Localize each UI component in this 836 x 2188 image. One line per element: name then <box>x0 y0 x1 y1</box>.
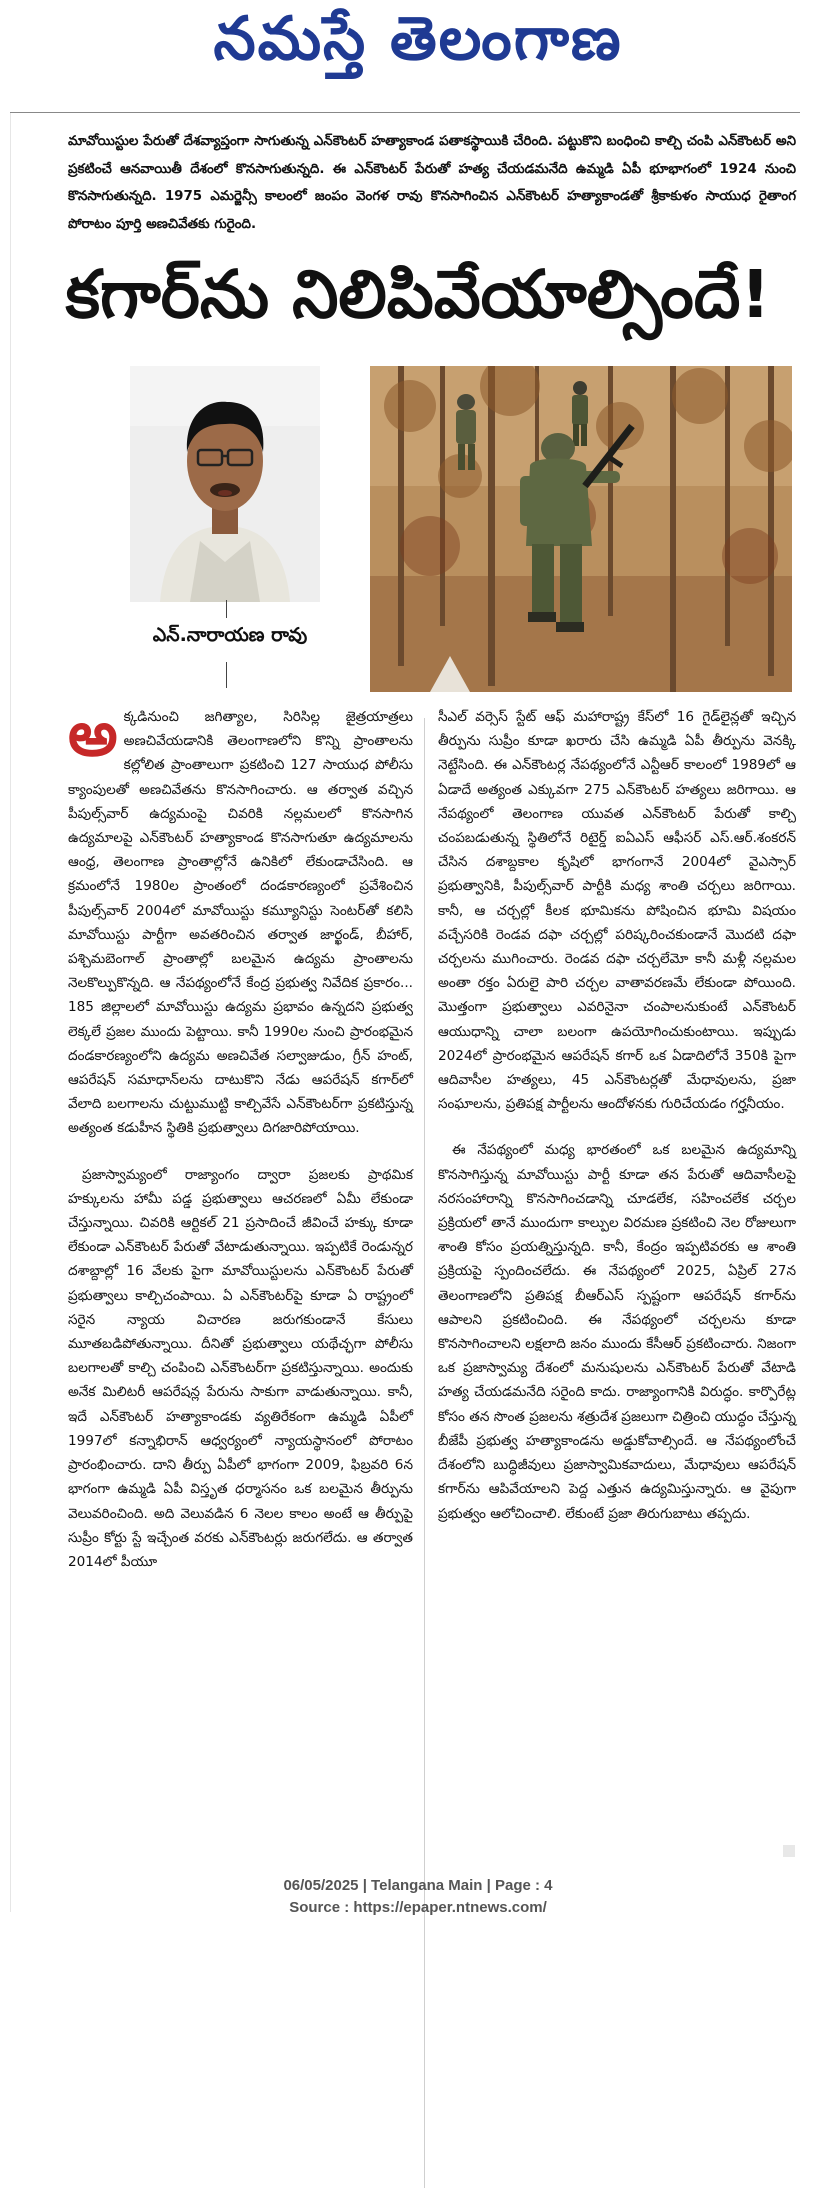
article-column-right <box>438 705 796 1548</box>
drop-cap: అ <box>68 697 118 770</box>
author-photo <box>130 366 320 602</box>
page-footer <box>0 1875 836 1919</box>
end-marker <box>783 1845 795 1857</box>
masthead-rule <box>10 112 800 113</box>
byline-separator <box>226 600 227 618</box>
article-paragraph: ఈ నేపథ్యంలో మధ్య భారతంలో ఒక బలమైన ఉద్యమాన్ని కొనసాగిస్తున్న మావోయిస్టు పార్టీ కూడా తన పేరుతో ఆదివాసీలపై నరసంహారాన్ని కొనసాగించడాన్ని చూడలేక, సహించలేక చర్చల ప్రక్రియలో తానే ముందుగా కాల్పుల విరమణ ప్రకటించి నెల రోజులుగా శాంతి కోసం ప్రయత్నిస్తున్నది. కానీ, కేంద్రం ఇప్పటివరకు ఆ శాంతి ప్రక్రియపై స్పందించలేదు. ఈ నేపథ్యంలో 2025, ఏప్రిల్ 27న తెలంగాణలోని ప్రతిపక్ష బీఆర్‌ఎస్ స్పష్టంగా ఆపరేషన్ కగార్‌ను ఆపాలని ప్రకటించింది. ఈ నేపథ్యంలో చర్చలను కూడా కొనసాగించాలని లక్షలాది జనం ముందు కేసీఆర్ ప్రకటించారు. నిజంగా ఒక ప్రజాస్వామ్య దేశంలో మనుషులను ఎన్‌కౌంటర్ పేరుతో వేటాడి హత్య చేయడమనేది సరైంది కాదు. రాజ్యాంగానికి విరుద్ధం. కార్పొరేట్ల కోసం తన సొంత ప్రజలను శత్రుదేశ ప్రజలుగా చిత్రించి యుద్ధం చేస్తున్న బీజేపీ ప్రభుత్వ హత్యాకాండను అడ్డుకోవాల్సిందే. ఆ నేపథ్యంలోంచే దేశంలోని బుద్ధిజీవులు ప్రజాస్వామికవాదులు, మేధావులు ఆపరేషన్ కగార్‌ను ఆపివేయాలని పెద్ద ఎత్తున ఉద్యమిస్తున్నారు. ఆ వైపుగా ప్రభుత్వం ఆలోచించాలి. లేకుంటే ప్రజా తిరుగుబాటు తప్పదు. <box>438 1142 796 1522</box>
article-paragraph: ప్రజాస్వామ్యంలో రాజ్యాంగం ద్వారా ప్రజలకు ప్రాథమిక హక్కులను హామీ పడ్డ ప్రభుత్వాలు ఆచరణలో ఏమీ లేకుండా చేస్తున్నాయి. చివరికి ఆర్టికల్ 21 ప్రసాదించే జీవించే హక్కు కూడా లేకుండా ఎన్‌కౌంటర్ పేరుతో వేటాడుతున్నాయి. ఇప్పటికే రెండున్నర దశాబ్దాల్లో 16 వేలకు పైగా మావోయిస్టులను ఎన్‌కౌంటర్ పేరుతో ప్రభుత్వాలు కాల్చిచంపాయి. ఏ ఎన్‌కౌంటర్‌పై కూడా ఏ రాష్ట్రంలో సరైన న్యాయ విచారణ జరుగకుండానే కేసులు మూతబడిపోతున్నాయి. దీనితో ప్రభుత్వాలు యథేచ్ఛగా పోలీసు బలగాలతో కాల్చి చంపించి ఎన్‌కౌంటర్‌గా ప్రకటిస్తున్నాయి. అందుకు అనేక మిలిటరీ ఆపరేషన్ల పేరును సాకుగా వాడుతున్నాయి. కానీ, ఇదే ఎన్‌కౌంటర్ హత్యాకాండకు వ్యతిరేకంగా ఉమ్మడి ఏపీలో 1997లో కన్నాభిరాన్ ఆధ్వర్యంలో న్యాయస్థానంలో పోరాటం ప్రారంభించారు. దాని తీర్పు ఏపీలో భాగంగా 2009, ఫిబ్రవరి 6న భాగంగా ఉమ్మడి ఏపీ విస్తృత ధర్మాసనం ఒక బలమైన తీర్పును వెలువరించింది. అది వెలువడిన 6 నెలల కాలం అంటే ఆ తీర్పుపై సుప్రీం కోర్టు స్టే ఇచ్చేంత వరకు ఎన్‌కౌంటర్లు జరుగలేదు. ఆ తర్వాత 2014లో పీయూ <box>68 1166 413 1570</box>
forest-soldiers-image <box>370 366 792 692</box>
footer-source-line: Source : https://epaper.ntnews.com/ <box>289 1899 547 1916</box>
author-portrait-image <box>130 366 320 602</box>
masthead-title: నమస్తే తెలంగాణ <box>213 4 623 74</box>
page-edge-line <box>10 112 11 1912</box>
lede-paragraph: మావోయిస్టుల పేరుతో దేశవ్యాప్తంగా సాగుతున్న ఎన్‌కౌంటర్ హత్యాకాండ పతాకస్థాయికి చేరింది. పట్టుకొని బంధించి కాల్చి చంపి ఎన్‌కౌంటర్ అని ప్రకటించే ఆనవాయితీ దేశంలో కొనసాగుతున్నది. ఈ ఎన్‌కౌంటర్ పేరుతో హత్య చేయడమనేది ఉమ్మడి ఏపీ భూభాగంలో 1924 నుంచి కొనసాగుతున్నది. 1975 ఎమర్జెన్సీ కాలంలో జంపం వెంగళ రావు కొనసాగించిన ఎన్‌కౌంటర్ హత్యాకాండతో శ్రీకాకుళం సాయుధ రైతాంగ పోరాటం పూర్తి అణచివేతకు గురైంది. <box>68 134 796 232</box>
author-byline: ఎన్.నారాయణ రావు <box>152 624 308 646</box>
article-column-left <box>68 697 413 1596</box>
byline-separator <box>226 662 227 688</box>
paragraph-text: క్కడినుంచి జగిత్యాల, సిరిసిల్ల జైత్రయాత్రలు అణచివేయడానికి తెలంగాణలోని కొన్ని ప్రాంతాలను కల్లోలిత ప్రాంతాలుగా ప్రకటించి 127 సాయుధ పోలీసు క్యాంపులతో అణచివేతను కొనసాగించారు. ఆ తర్వాత వచ్చిన పీపుల్స్‌వార్ ఉద్యమంపై చివరికి నల్లమలలో కొనసాగిన ఉద్యమాలపై ఎన్‌కౌంటర్ హత్యాకాండ కొనసాగుతూ ఉద్యమాలను ఆంధ్ర, తెలంగాణ ప్రాంతాల్లోనే ఉనికిలో లేకుండాచేసింది. ఆ క్రమంలోనే 1980ల ప్రాంతంలో దండకారణ్యంలో ప్రవేశించిన పీపుల్స్‌వార్ 2004లో మావోయిస్టు కమ్యూనిస్టు సెంటర్‌తో కలిసి మావోయిస్టు పార్టీగా అవతరించిన తర్వాత జార్ఖండ్, బీహార్, పశ్చిమబెంగాల్ ప్రాంతాల్లో బలమైన ఉద్యమ ప్రాంతాలను నెలకొల్పుకొన్నది. ఆ నేపథ్యంలోనే కేంద్ర ప్రభుత్వ నివేదిక ప్రకారం... 185 జిల్లాలలో మావోయిస్టు ఉద్యమ ప్రభావం ఉన్నదని ప్రభుత్వ లెక్కలే ప్రజల ముందు పెట్టాయి. కానీ 1990ల నుంచి ప్రారంభమైన దండకారణ్యంలోని ఉద్యమ అణచివేత సల్వాజుడుం, గ్రీన్ హంట్, ఆపరేషన్ సమాధాన్‌లను దాటుకొని నేడు ఆపరేషన్ కగార్‌లో వేలాది బలగాలను చుట్టుముట్టి కాల్చివేసే ఎన్‌కౌంటర్‌గా ప్రకటిస్తున్న అత్యంత కడుహీన స్థితికి ప్రభుత్వాలు దిగజారిపోయాయి. <box>68 709 413 1137</box>
article-photo <box>370 366 792 692</box>
headline: కగార్‌ను నిలిపివేయాల్సిందే! <box>65 256 771 333</box>
footer-edition-line: 06/05/2025 | Telangana Main | Page : 4 <box>283 1877 553 1894</box>
article-paragraph: సీఎల్ వర్సెస్ స్టేట్ ఆఫ్ మహారాష్ట్ర కేస్‌లో 16 గైడ్‌లైన్లతో ఇచ్చిన తీర్పును సుప్రీం కూడా ఖరారు చేసి ఉమ్మడి ఏపీ తీర్పును వెనక్కి నెట్టేసింది. ఈ ఎన్‌కౌంటర్ల నేపథ్యంలోనే ఎన్టీఆర్ కాలంలో 1989లో ఆ ఏడాదే అత్యంత ఎక్కువగా 275 ఎన్‌కౌంటర్ హత్యలు జరిగాయి. ఆ నేపథ్యంలో తెలంగాణ యువత ఎన్‌కౌంటర్ పేరుతో కాల్చి చంపబడుతున్న స్థితిలోనే రిటైర్డ్ ఐఏఎస్ ఆఫీసర్ ఎస్.ఆర్.శంకరన్ చేసిన దశాబ్దకాల కృషిలో భాగంగానే 2004లో వైఎస్సార్ ప్రభుత్వానికి, పీపుల్స్‌వార్ పార్టీకి మధ్య శాంతి చర్చలు జరిగాయి. కానీ, ఆ చర్చల్లో కీలక భూమికను పోషించిన భూమి విషయం వచ్చేసరికి రెండవ దఫా చర్చల్లో పరిష్కరించకుండానే మొదటి దఫా చర్చలను ముగించారు. రెండవ దఫా చర్చలేమో కానీ మళ్లీ నల్లమల అంతా రక్తం ఏరులై పారి చర్చల వాతావరణమే లేకుండా పోయింది. మొత్తంగా ప్రభుత్వాలు ఎవరినైనా చంపాలనుకుంటే ఎన్‌కౌంటర్ ఆయుధాన్ని చాలా బలంగా ఉపయోగించుకుంటాయి. ఇప్పుడు 2024లో ప్రారంభమైన ఆపరేషన్ కగార్ ఒక ఏడాదిలోనే 350కి పైగా ఆదివాసీల హత్యలు, 45 ఎన్‌కౌంటర్లతో మేధావులను, ప్రజా సంఘాలను, ప్రతిపక్ష పార్టీలను ఆందోళనకు గురిచేయడం గర్హనీయం. <box>438 709 796 1113</box>
column-divider <box>424 718 425 2188</box>
masthead <box>0 4 836 88</box>
article-paragraph <box>68 697 413 1141</box>
